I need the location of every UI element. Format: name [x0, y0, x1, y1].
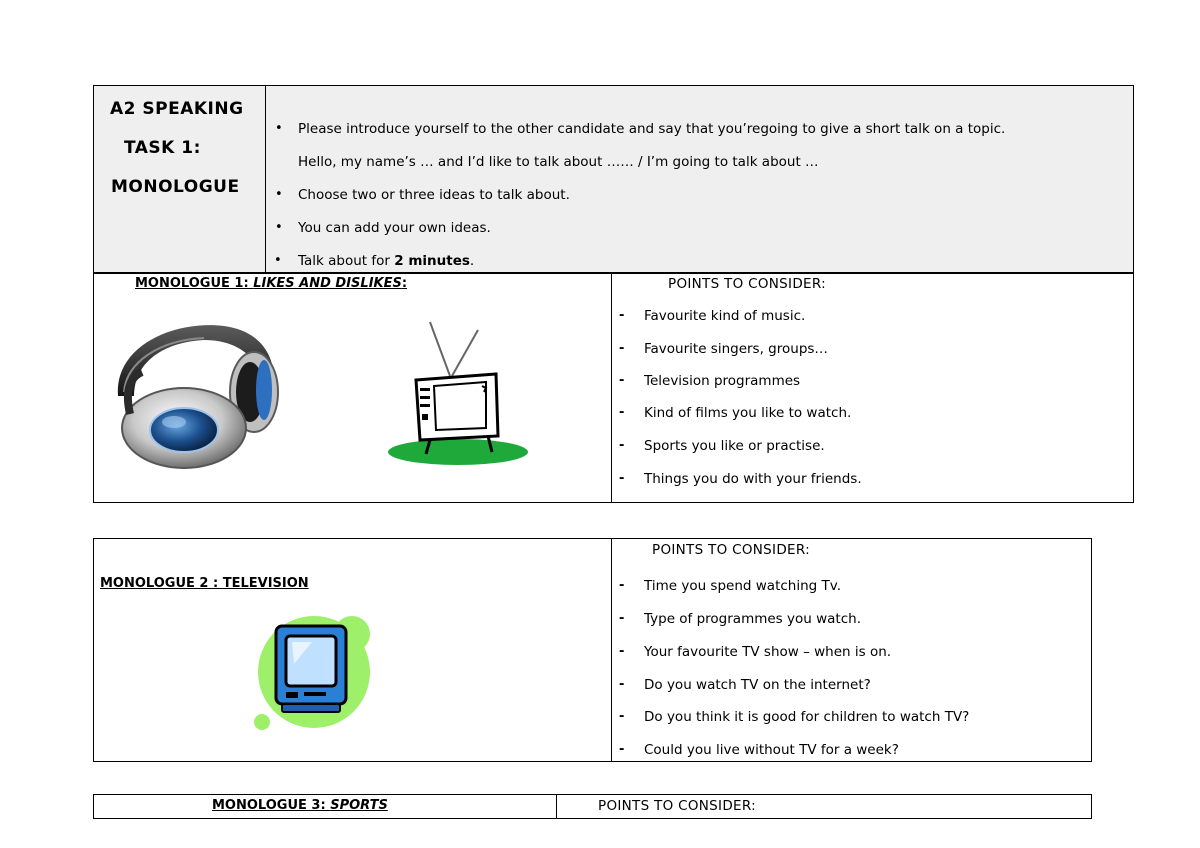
monologue-1-colon: : — [401, 276, 408, 291]
dash-icon: - — [619, 742, 625, 757]
task-header-box — [93, 85, 1134, 274]
instruction-1: Please introduce yourself to the other candidate and say that you’regoing to give a short talk on a topic. — [298, 121, 1006, 137]
monologue-3-divider — [556, 794, 557, 819]
monologue-1-point: Television programmes — [644, 373, 801, 389]
dash-icon: - — [619, 438, 625, 453]
monologue-2-heading: MONOLOGUE 2 : TELEVISION — [100, 576, 309, 591]
dash-icon: - — [619, 644, 625, 659]
monologue-2-point: Do you think it is good for children to watch TV? — [644, 709, 970, 725]
monologue-2-point: Your favourite TV show – when is on. — [644, 644, 892, 660]
task-title-line-2: TASK 1: — [124, 138, 201, 158]
monologue-1-point: Kind of films you like to watch. — [644, 405, 852, 421]
instruction-4-bold: 2 minutes — [394, 253, 470, 269]
monologue-2-point: Could you live without TV for a week? — [644, 742, 899, 758]
dash-icon: - — [619, 677, 625, 692]
instruction-3: You can add your own ideas. — [298, 220, 491, 236]
dash-icon: - — [619, 308, 625, 323]
task-title-line-1: A2 SPEAKING — [110, 99, 244, 119]
monologue-3-heading — [212, 798, 388, 813]
instruction-4-text: Talk about for — [298, 253, 395, 269]
monologue-3-topic: SPORTS — [330, 798, 388, 813]
task-title-line-3: MONOLOGUE — [111, 177, 240, 197]
bullet-icon: • — [275, 220, 283, 235]
bullet-icon: • — [275, 121, 283, 136]
monologue-1-divider — [611, 272, 612, 503]
instruction-example: Hello, my name’s … and I’d like to talk about …… / I’m going to talk about … — [298, 154, 819, 170]
dash-icon: - — [619, 709, 625, 724]
instruction-4 — [298, 253, 474, 269]
monologue-1-point: Favourite singers, groups… — [644, 341, 828, 357]
monologue-1-topic: LIKES AND DISLIKES — [253, 276, 402, 291]
bullet-icon: • — [275, 187, 283, 202]
monologue-1-point: Favourite kind of music. — [644, 308, 806, 324]
instruction-4-end: . — [469, 253, 475, 269]
monologue-2-divider — [611, 538, 612, 762]
monologue-3-points-header: POINTS TO CONSIDER: — [598, 798, 756, 814]
monologue-1-point: Sports you like or practise. — [644, 438, 825, 454]
monologue-2-points-header: POINTS TO CONSIDER: — [652, 542, 810, 558]
monologue-3-label: MONOLOGUE 3: — [212, 798, 331, 813]
bullet-icon: • — [274, 253, 282, 268]
monologue-2-point: Do you watch TV on the internet? — [644, 677, 871, 693]
monologue-2-point: Type of programmes you watch. — [644, 611, 861, 627]
task-header-divider — [265, 85, 266, 274]
dash-icon: - — [619, 471, 625, 486]
dash-icon: - — [619, 405, 625, 420]
dash-icon: - — [619, 578, 625, 593]
monologue-1-label: MONOLOGUE 1: — [135, 276, 254, 291]
headphones-image — [104, 318, 282, 470]
monologue-2-point: Time you spend watching Tv. — [644, 578, 841, 594]
instruction-2: Choose two or three ideas to talk about. — [298, 187, 570, 203]
television-clipart — [386, 318, 532, 468]
dash-icon: - — [619, 611, 625, 626]
dash-icon: - — [619, 341, 625, 356]
dash-icon: - — [619, 373, 625, 388]
monologue-1-heading — [135, 276, 407, 291]
tv-icon — [252, 612, 374, 732]
monologue-1-points-header: POINTS TO CONSIDER: — [668, 276, 826, 292]
monologue-2-box — [93, 538, 1092, 762]
monologue-1-point: Things you do with your friends. — [644, 471, 862, 487]
